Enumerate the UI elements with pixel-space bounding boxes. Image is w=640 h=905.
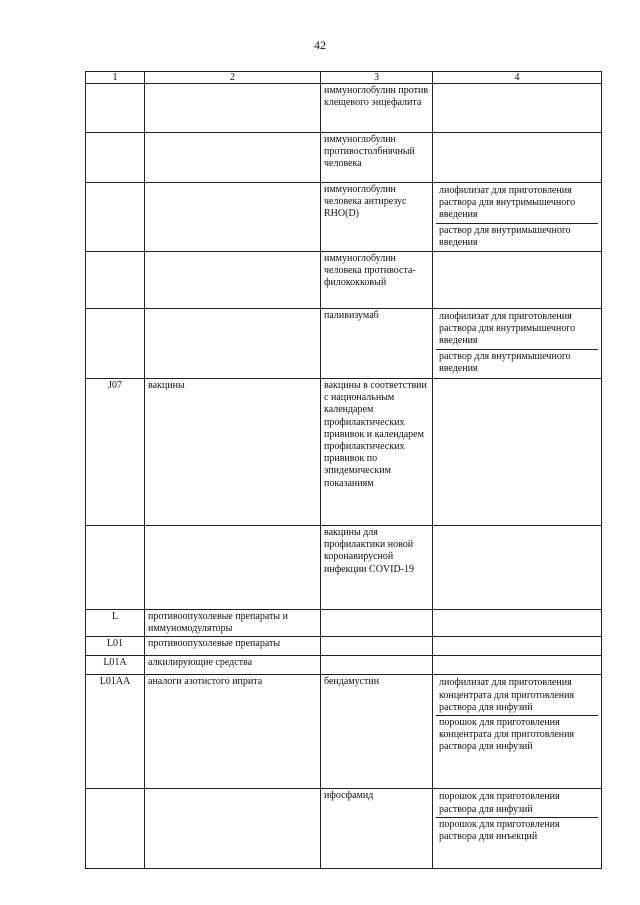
table-row	[86, 133, 602, 183]
atc-code-cell	[86, 789, 145, 869]
dosage-form-item: лиофилизат для приготовления концентрата для приготовления раствора для инфузий	[439, 677, 575, 713]
table-row	[86, 309, 602, 379]
table-row	[86, 379, 602, 526]
atc-code-cell	[86, 133, 145, 183]
drug-table	[85, 71, 602, 869]
drug-name-cell: иммуноглобулин противостолбнячный человека	[321, 133, 433, 183]
dosage-form-item	[436, 638, 598, 654]
table-row	[86, 637, 602, 656]
dosage-form-item: порошок для приготовления раствора для инфузий	[439, 791, 560, 815]
dosage-forms-cell	[433, 84, 602, 133]
drug-name-cell: ифосфамид	[321, 789, 433, 869]
dosage-form-item	[436, 134, 598, 150]
dosage-forms-cell	[433, 526, 602, 610]
drug-name-cell: иммуноглобулин против клещевого энцефалита	[321, 84, 433, 133]
atc-code-cell: L	[86, 610, 145, 637]
column-header: 3	[321, 72, 433, 84]
table-row	[86, 526, 602, 610]
dosage-forms-cell	[433, 637, 602, 656]
group-name-cell	[145, 252, 321, 309]
dosage-form-item: лиофилизат для приготовления раствора для внутримышечного введения	[439, 185, 576, 221]
dosage-forms-cell	[433, 133, 602, 183]
dosage-form-item: лиофилизат для приготовления раствора для внутримышечного введения	[439, 311, 576, 347]
drug-name-cell: паливизумаб	[321, 309, 433, 379]
dosage-forms-cell	[433, 252, 602, 309]
atc-code-cell	[86, 526, 145, 610]
atc-code-cell	[86, 309, 145, 379]
column-header: 2	[145, 72, 321, 84]
drug-name-cell: иммуноглобулин человека антирезус RHO(D)	[321, 183, 433, 252]
column-header: 1	[86, 72, 145, 84]
dosage-forms-cell	[433, 610, 602, 637]
atc-code-cell: L01	[86, 637, 145, 656]
atc-code-cell: L01AA	[86, 675, 145, 789]
drug-name-cell: вакцины в соответствии с национальным календарем профилактических прививок и календарем профилактических прививок по эпидемическим показаниям	[321, 379, 433, 526]
dosage-form-item: порошок для приготовления раствора для инъекций	[436, 817, 598, 844]
drug-name-cell: вакцины для профилактики новой коронавирусной инфекции COVID-19	[321, 526, 433, 610]
dosage-form-item	[436, 253, 598, 269]
dosage-form-item	[436, 657, 598, 673]
page-number: 42	[314, 38, 326, 52]
drug-name-cell: иммуноглобулин человека противоста-филококковый	[321, 252, 433, 309]
dosage-form-item	[436, 380, 598, 396]
group-name-cell	[145, 183, 321, 252]
table-row	[86, 789, 602, 869]
atc-code-cell	[86, 84, 145, 133]
group-name-cell	[145, 309, 321, 379]
group-name-cell: вакцины	[145, 379, 321, 526]
group-name-cell	[145, 789, 321, 869]
atc-code-cell: L01A	[86, 656, 145, 675]
atc-code-cell	[86, 183, 145, 252]
drug-name-cell	[321, 656, 433, 675]
table-row	[86, 252, 602, 309]
group-name-cell: алкилирующие средства	[145, 656, 321, 675]
group-name-cell: противоопухолевые препараты и иммуномодуляторы	[145, 610, 321, 637]
table-row	[86, 610, 602, 637]
group-name-cell	[145, 133, 321, 183]
atc-code-cell	[86, 252, 145, 309]
drug-name-cell	[321, 637, 433, 656]
table-row	[86, 656, 602, 675]
dosage-forms-cell	[433, 183, 602, 252]
group-name-cell	[145, 526, 321, 610]
dosage-forms-cell	[433, 789, 602, 869]
atc-code-cell: J07	[86, 379, 145, 526]
dosage-forms-cell	[433, 309, 602, 379]
drug-name-cell: бендамустин	[321, 675, 433, 789]
drug-name-cell	[321, 610, 433, 637]
group-name-cell	[145, 84, 321, 133]
dosage-form-item: раствор для внутримышечного введения	[436, 349, 598, 376]
dosage-form-item: раствор для внутримышечного введения	[436, 223, 598, 250]
dosage-form-item	[436, 85, 598, 101]
table-row	[86, 675, 602, 789]
dosage-forms-cell	[433, 656, 602, 675]
dosage-forms-cell	[433, 675, 602, 789]
dosage-form-item	[436, 527, 598, 543]
dosage-form-item: порошок для приготовления концентрата для приготовления раствора для инфузий	[436, 715, 598, 755]
table-header-row	[86, 72, 602, 84]
column-header: 4	[433, 72, 602, 84]
group-name-cell: аналоги азотистого иприта	[145, 675, 321, 789]
table-row	[86, 183, 602, 252]
group-name-cell: противоопухолевые препараты	[145, 637, 321, 656]
dosage-forms-cell	[433, 379, 602, 526]
dosage-form-item	[436, 611, 598, 627]
table-row	[86, 84, 602, 133]
